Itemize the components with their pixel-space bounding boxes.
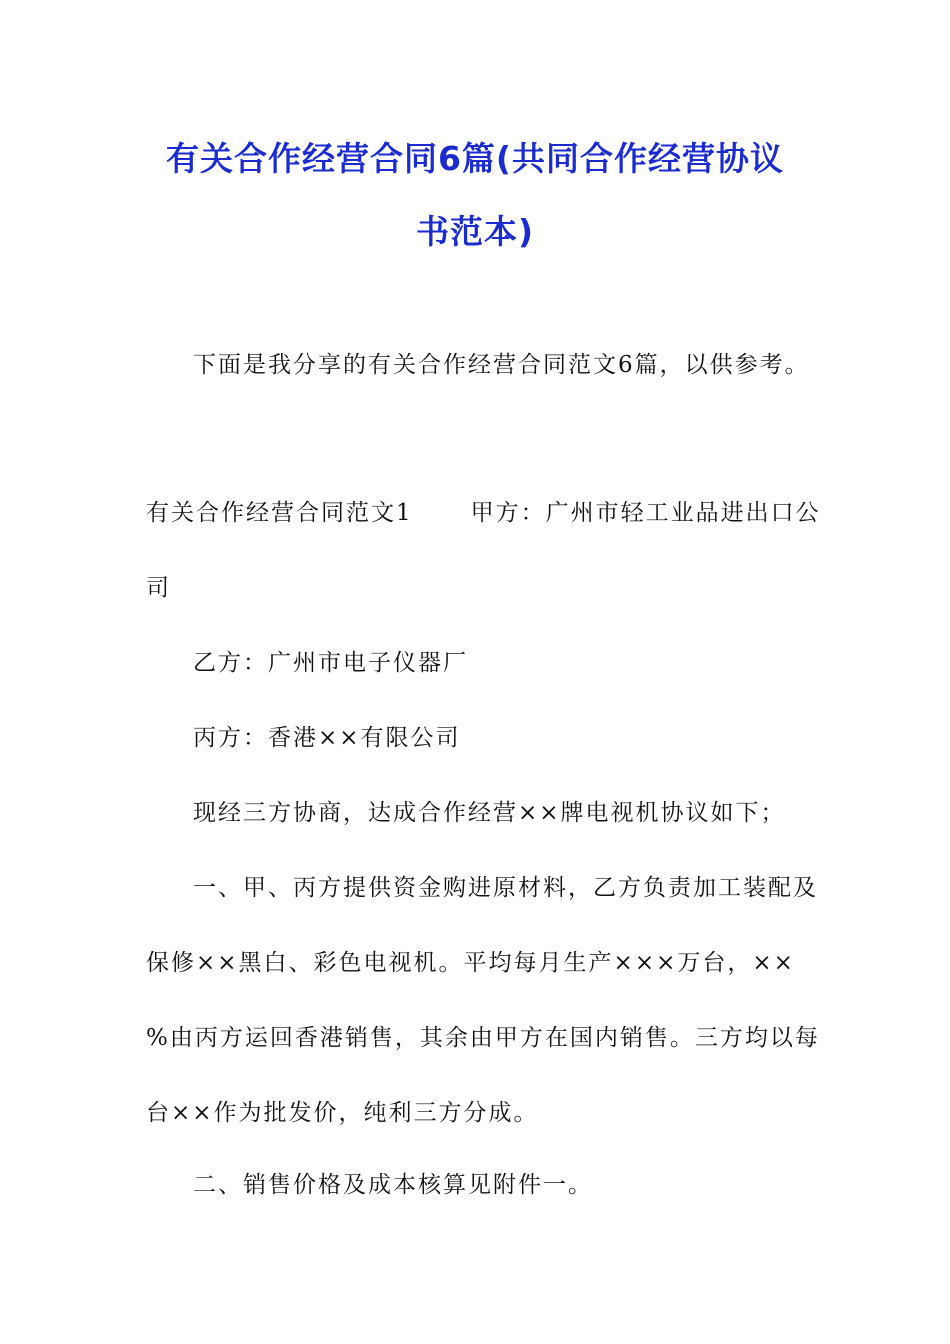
section-heading: 有关合作经营合同范文1 [146,500,413,526]
party-a-continued: 司 [146,575,171,601]
party-b-line: 乙方：广州市电子仪器厂 [193,650,468,676]
party-a-text: 甲方：广州市轻工业品进出口公 [470,500,821,526]
agreement-intro: 现经三方协商，达成合作经营××牌电视机协议如下； [193,800,786,826]
party-c-line: 丙方：香港××有限公司 [193,725,461,751]
clause2-line: 二、销售价格及成本核算见附件一。 [193,1172,593,1198]
clause1-line-4: 台××作为批发价，纯利三方分成。 [146,1100,539,1126]
clause1-line-3: %由丙方运回香港销售，其余由甲方在国内销售。三方均以每 [146,1025,820,1051]
clause1-line-2: 保修××黑白、彩色电视机。平均每月生产×××万台，×× [146,950,795,976]
document-title-line-1: 有关合作经营合同6篇(共同合作经营协议 [165,139,785,178]
clause1-line-1: 一、甲、丙方提供资金购进原材料，乙方负责加工装配及 [193,875,818,901]
document-title-line-2: 书范本) [415,212,535,251]
section1-first-line [146,494,821,527]
intro-paragraph: 下面是我分享的有关合作经营合同范文6篇，以供参考。 [193,352,810,378]
